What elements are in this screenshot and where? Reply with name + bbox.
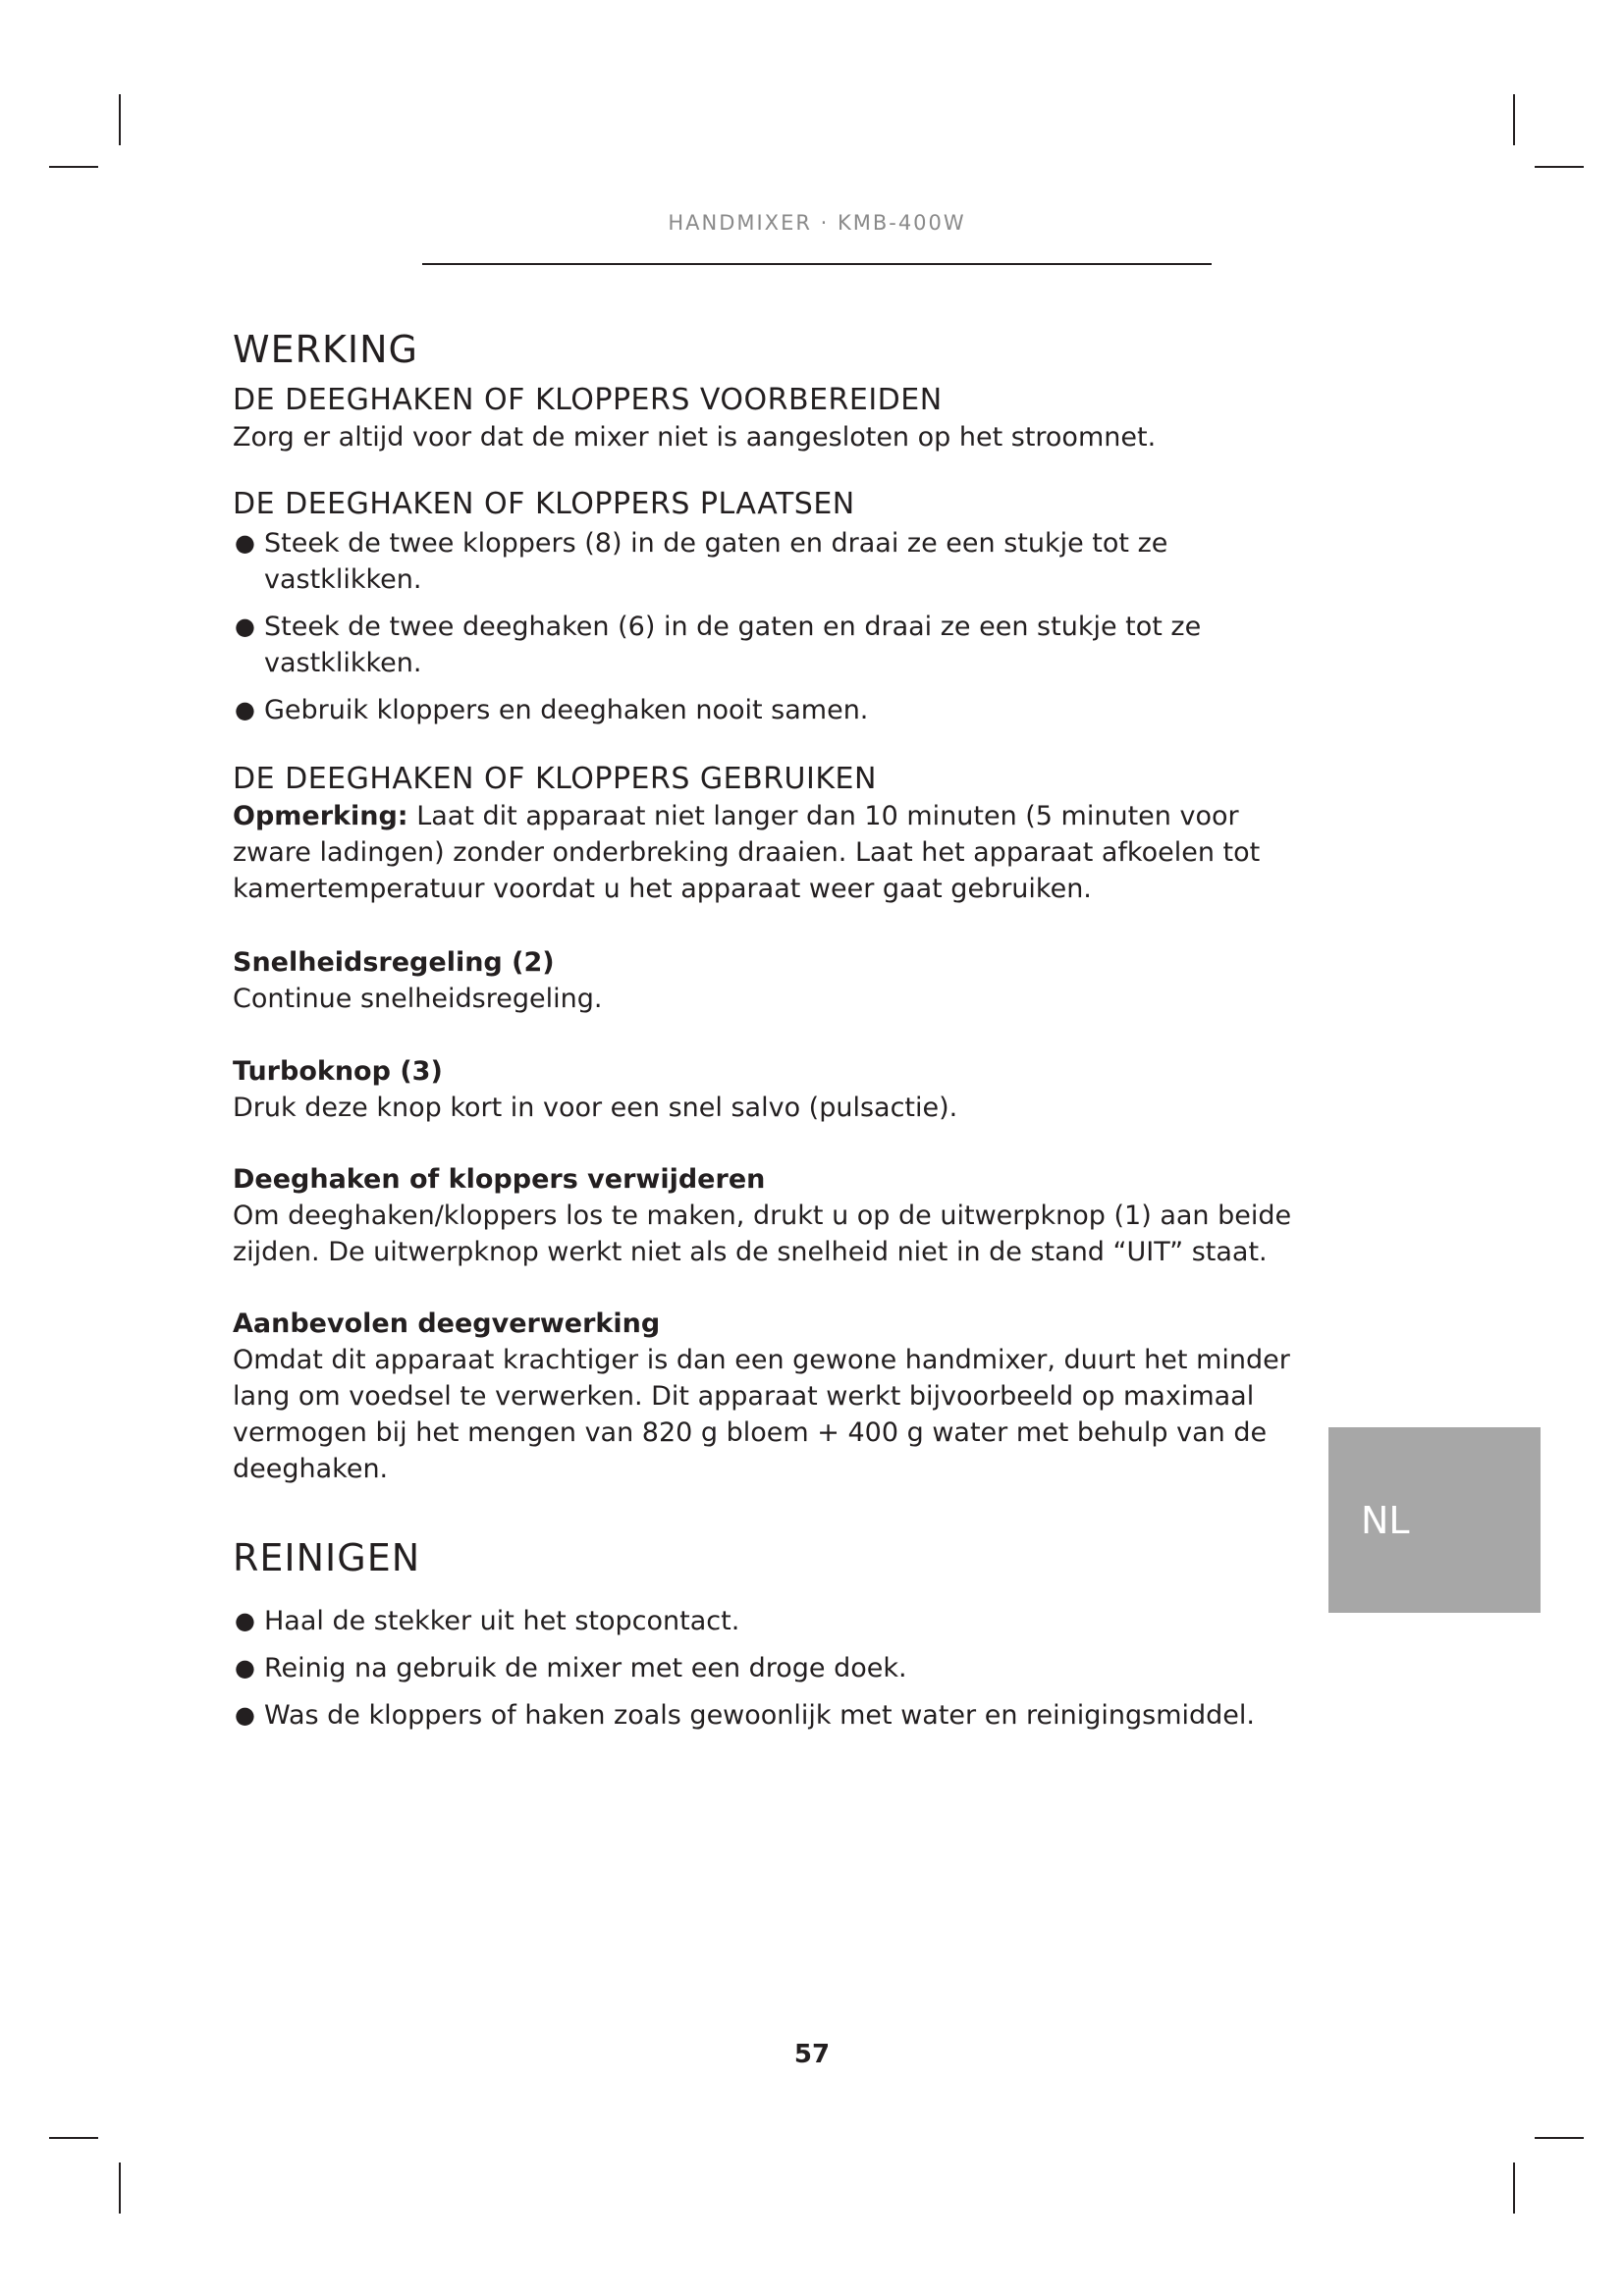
crop-mark-top-left-horizontal [49, 166, 98, 168]
list-item: ● Steek de twee kloppers (8) in de gaten en draai ze een stukje tot ze vastklikken. [233, 525, 1323, 598]
section-title-reinigen: REINIGEN [233, 1536, 421, 1579]
bullet-icon: ● [235, 1654, 255, 1682]
header-rule [422, 263, 1212, 265]
list-item: ● Gebruik kloppers en deeghaken nooit samen. [233, 692, 1323, 728]
bullet-icon: ● [235, 613, 255, 640]
text-speed: Continue snelheidsregeling. [233, 984, 603, 1014]
speed-control-block [233, 944, 1323, 1017]
list-plaatsen [233, 525, 1323, 728]
crop-mark-bottom-right-horizontal [1535, 2137, 1584, 2139]
text-turbo: Druk deze knop kort in voor een snel salvo (pulsactie). [233, 1093, 958, 1123]
heading-gebruiken: DE DEEGHAKEN OF KLOPPERS GEBRUIKEN [233, 762, 877, 796]
subheading-remove: Deeghaken of kloppers verwijderen [233, 1164, 766, 1195]
page-content [233, 324, 1323, 1734]
page-number: 57 [793, 2040, 831, 2069]
language-tab-label: NL [1361, 1498, 1410, 1542]
language-tab [1328, 1427, 1541, 1613]
remove-block [233, 1161, 1323, 1270]
list-item: ● Was de kloppers of haken zoals gewoonlijk met water en reinigingsmiddel. [233, 1697, 1323, 1734]
note-text: Laat dit apparaat niet langer dan 10 minuten (5 minuten voor zware ladingen) zonder onderbreking draaien. Laat het apparaat afkoelen tot kamertemperatuur voordat u het apparaat weer gaat gebruiken. [233, 801, 1261, 904]
bullet-icon: ● [235, 1607, 255, 1634]
subheading-dough: Aanbevolen deegverwerking [233, 1308, 661, 1339]
crop-mark-bottom-right-vertical [1513, 2163, 1515, 2214]
dough-block [233, 1306, 1323, 1487]
heading-voorbereiden: DE DEEGHAKEN OF KLOPPERS VOORBEREIDEN [233, 383, 943, 417]
crop-mark-bottom-left-vertical [119, 2163, 121, 2214]
list-item: ● Steek de twee deeghaken (6) in de gaten en draai ze een stukje tot ze vastklikken. [233, 609, 1323, 681]
note-paragraph [233, 798, 1323, 907]
text-remove: Om deeghaken/kloppers los te maken, drukt u op de uitwerpknop (1) aan beide zijden. De uitwerpknop werkt niet als de snelheid niet in de stand “UIT” staat. [233, 1201, 1292, 1267]
list-reinigen [233, 1603, 1323, 1734]
subheading-turbo: Turboknop (3) [233, 1056, 443, 1087]
crop-mark-top-left-vertical [119, 94, 121, 145]
crop-mark-top-right-horizontal [1535, 166, 1584, 168]
crop-mark-top-right-vertical [1513, 94, 1515, 145]
heading-plaatsen: DE DEEGHAKEN OF KLOPPERS PLAATSEN [233, 487, 855, 521]
crop-mark-bottom-left-horizontal [49, 2137, 98, 2139]
bullet-icon: ● [235, 1701, 255, 1729]
turbo-block [233, 1053, 1323, 1126]
text-dough: Omdat dit apparaat krachtiger is dan een gewone handmixer, duurt het minder lang om voedsel te verwerken. Dit apparaat werkt bijvoorbeeld op maximaal vermogen bij het mengen van 820 g bloem + 400 g water met behulp van de deeghaken. [233, 1345, 1290, 1484]
bullet-icon: ● [235, 696, 255, 723]
section-title-werking: WERKING [233, 328, 418, 371]
text-voorbereiden: Zorg er altijd voor dat de mixer niet is aangesloten op het stroomnet. [233, 422, 1157, 453]
list-item: ● Haal de stekker uit het stopcontact. [233, 1603, 1323, 1639]
subheading-speed: Snelheidsregeling (2) [233, 947, 555, 978]
bullet-icon: ● [235, 529, 255, 557]
list-item: ● Reinig na gebruik de mixer met een droge doek. [233, 1650, 1323, 1686]
running-header: HANDMIXER · KMB-400W [668, 211, 966, 235]
note-label: Opmerking: [233, 801, 408, 831]
